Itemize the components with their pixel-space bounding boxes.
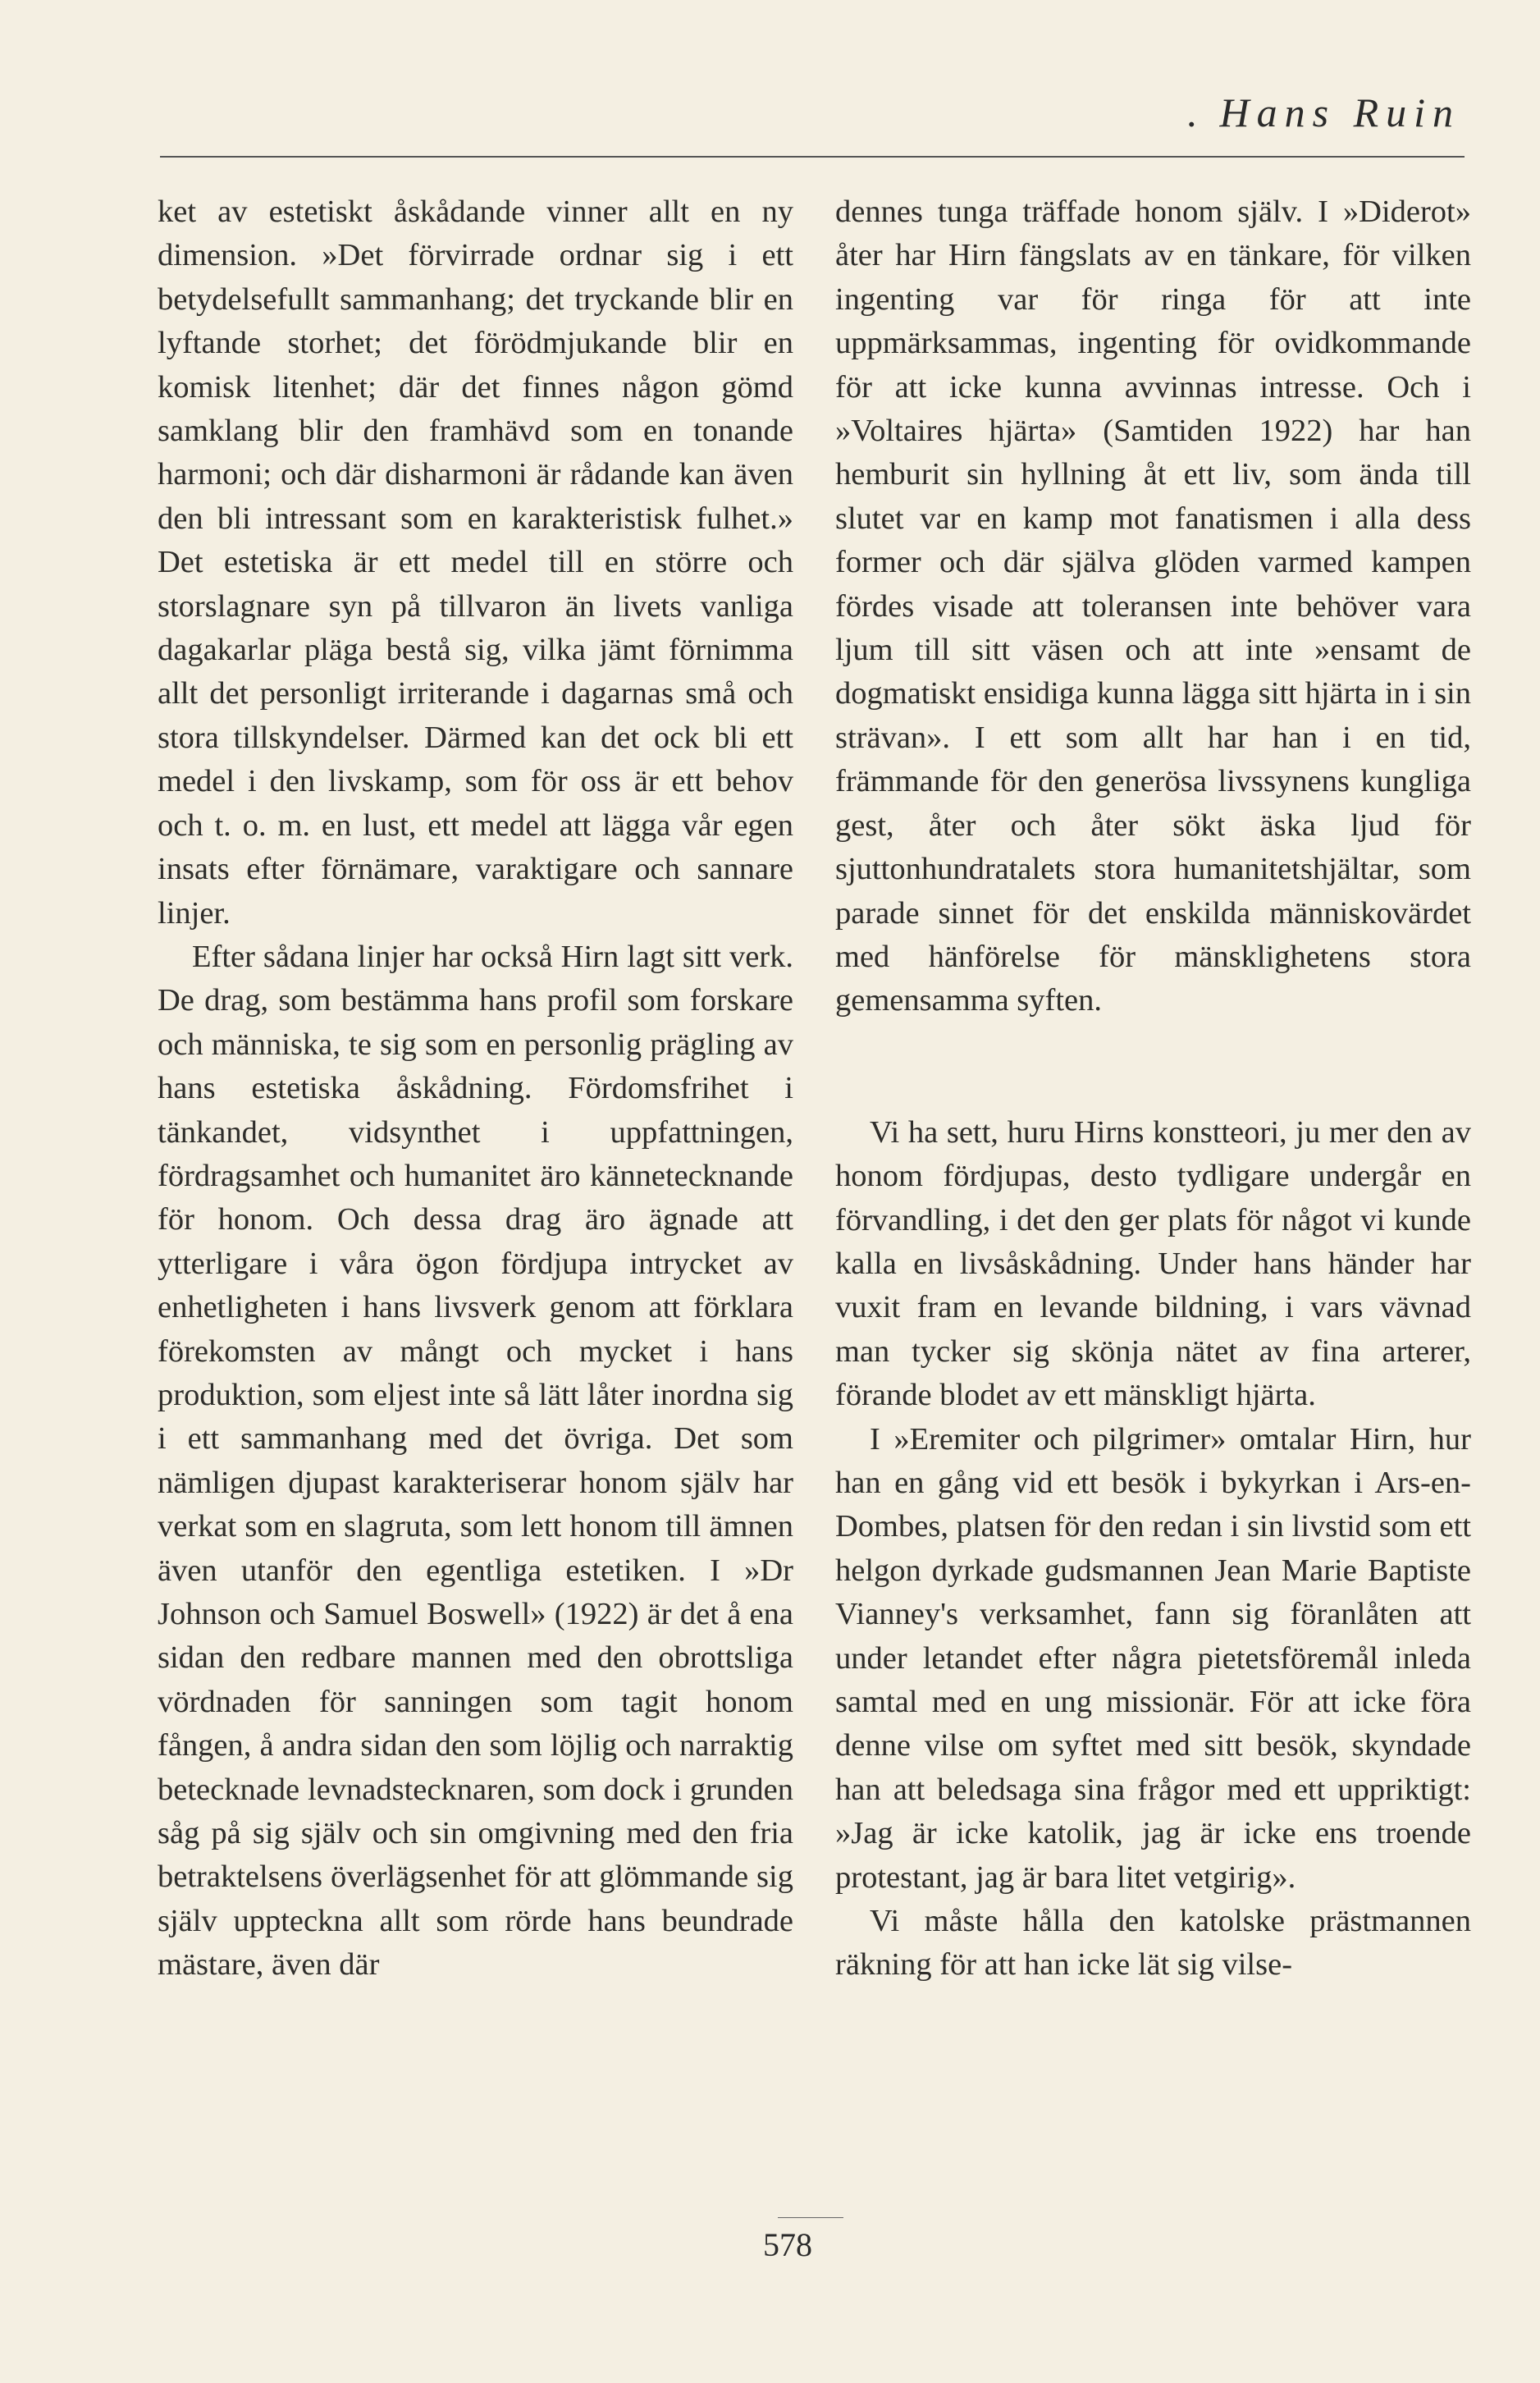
right-paragraph-1: dennes tunga träffade honom själv. I »Diderot» åter har Hirn fängslats av en tänkare, för vilken ingenting var för ringa för att inte uppmärksammas, ingenting för ovidkommande för att icke kunna avvinnas intresse. Och i »Voltaires hjärta» (Samtiden 1922) har han hemburit sin hyllning åt ett liv, som ända till slutet var en kamp mot fanatismen i alla dess former och där själva glöden varmed kampen fördes visade att toleransen inte behöver vara ljum till sitt väsen och att inte »ensamt de dogmatiskt ensidiga kunna lägga sitt hjärta in i sin strävan». I ett som allt har han i en tid, främmande för den generösa livssynens kungliga gest, åter och åter sökt äska ljud för sjuttonhundratalets stora humanitetshjältar, som parade sinnet för det enskilda människovärdet med hänförelse för mänsklighetens stora gemensamma syften. xyxy=(835,194,1471,1018)
footer-rule xyxy=(778,2217,843,2218)
right-paragraph-4: Vi måste hålla den katolske prästmannen räkning för att han icke lät sig vilse- xyxy=(835,1904,1471,1983)
left-paragraph-2: Efter sådana linjer har också Hirn lagt sitt verk. De drag, som bestämma hans profil som forskare och människa, te sig som en personlig prägling av hans estetiska åskådning. Fördomsfrihet i tänkandet, vidsynthet i uppfattningen, fördragsamhet och humanitet äro kännetecknande för honom. Och dessa drag äro ägnade att ytterligare i våra ögon fördjupa intrycket av enhetligheten i hans livsverk genom att förklara förekomsten av mångt och mycket i hans produktion, som eljest inte så lätt låter inordna sig i ett sammanhang med det övriga. Det som nämligen djupast karakteriserar honom själv har verkat som en slagruta, som lett honom till ämnen även utanför den egentliga estetiken. I »Dr Johnson och Samuel Boswell» (1922) är det å ena sidan den redbare mannen med den obrottsliga vördnaden för sanningen som tagit honom fången, å andra sidan den som löjlig och narraktig betecknade levnadstecknaren, som dock i grunden såg på sig själv och sin omgivning med den fria betraktelsens överlägsenhet för att glömmande sig själv uppteckna allt som rörde hans beundrade mästare, även där xyxy=(158,939,793,1983)
running-head xyxy=(148,89,1460,136)
running-head-dot: . xyxy=(1186,89,1197,135)
left-column xyxy=(158,190,793,1987)
header-rule xyxy=(160,156,1465,158)
right-column xyxy=(835,190,1471,1987)
section-break xyxy=(835,1023,1471,1111)
right-paragraph-3: I »Eremiter och pilgrimer» omtalar Hirn, hur han en gång vid ett besök i bykyrkan i Ars-en-Dombes, platsen för den redan i sin livstid som ett helgon dyrkade gudsmannen Jean Marie Baptiste Vianney's verksamhet, fann sig föranlåten att under letandet efter några pietetsföremål inleda samtal med en ung missionär. För att icke föra denne vilse om syftet med sitt besök, skyndade han att beledsaga sina frågor med ett uppriktigt: »Jag är icke katolik, jag är icke ens troende protestant, jag är bara litet vetgirig». xyxy=(835,1421,1471,1895)
left-paragraph-1: ket av estetiskt åskådande vinner allt en ny dimension. »Det förvirrade ordnar sig i ett betydelsefullt sammanhang; det tryckande blir en lyftande storhet; det förödmjukande blir en komisk litenhet; där det finnes någon gömd samklang blir den framhävd som en tonande harmoni; och där disharmoni är rådande kan även den bli intressant som en karakteristisk fulhet.» Det estetiska är ett medel till en större och storslagnare syn på tillvaron än livets vanliga dagakarlar pläga bestå sig, vilka jämt förnimma allt det personligt irriterande i dagarnas små och stora tillskyndelser. Därmed kan det ock bli ett medel i den livskamp, som för oss är ett behov och t. o. m. en lust, ett medel att lägga vår egen insats efter förnämare, varaktigare och sannare linjer. xyxy=(158,194,793,931)
running-head-title: Hans Ruin xyxy=(1219,89,1460,135)
right-paragraph-2: Vi ha sett, huru Hirns konstteori, ju mer den av honom fördjupas, desto tydligare undergår en förvandling, i det den ger plats för något vi kunde kalla en livsåskådning. Under hans händer har vuxit fram en levande bildning, i vars vävnad man tycker sig skönja nätet av fina arterer, förande blodet av ett mänskligt hjärta. xyxy=(835,1114,1471,1413)
page-number: 578 xyxy=(763,2226,812,2263)
